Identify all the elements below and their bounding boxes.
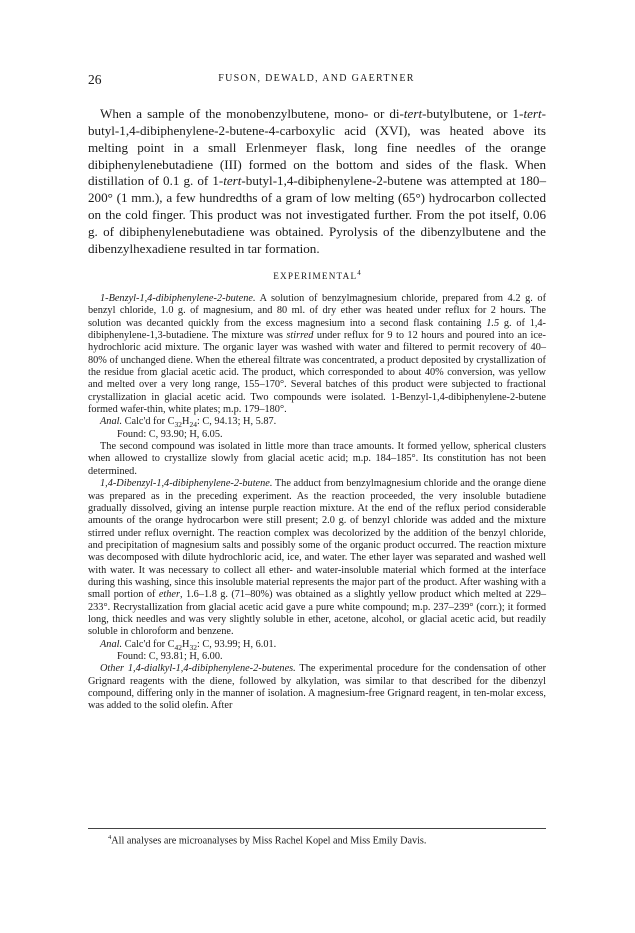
page-number: 26 — [88, 72, 102, 87]
experimental-body — [88, 293, 546, 713]
footnote-reference: 4 — [357, 269, 361, 277]
lead-paragraph — [88, 106, 546, 258]
analysis-found-1: Found: C, 93.90; H, 6.05. — [117, 428, 223, 440]
running-head: FUSON, DEWALD, AND GAERTNER — [218, 73, 415, 84]
paragraph-dibenzyl-butene: 1,4-Dibenzyl-1,4-dibiphenylene-2-butene. The adduct from benzylmagnesium chloride and the orange diene was prepared as in the preceding experiment. As the reaction proceeded, the very insoluble butadiene gradually dissolved, giving an intense purple reaction mixture. At the end of the reflux period considerable amounts of the orange hydrocarbon were still present; 2.0 g. of benzyl chloride was added and the mixture stirred under reflux overnight. The reaction complex was decolorized by the addition of the benzyl chloride, and precipitation of magnesium salts and possibly some of the organic product occurred. The reaction mixture was decomposed with dilute hydrochloric acid, ice, and water. The ether layer was separated and washed well with water. It was necessary to collect all ether- and water-insoluble material which formed at the interface during this washing, since this insoluble material represents the major part of the product. After washing with a small portion of ether, 1.6–1.8 g. (71–80%) was obtained as a slightly yellow product which melted at 229–233°. Recrystallization from glacial acetic acid gave a pure white compound; m.p. 237–239° (corr.); it formed long, thick needles and was very slightly soluble in ether, acetone, alcohol, or glacial acetic acid, but readily soluble in chloroform and benzene. — [88, 478, 547, 638]
footnote-divider — [88, 828, 546, 829]
analysis-calcd-2: Anal. Calc'd for $C_{42}H_{32}$: C, 93.99; H, 6.01. — [100, 638, 277, 652]
compound-title: Other 1,4-dialkyl-1,4-dibiphenylene-2-butenes. — [100, 663, 296, 675]
lead-paragraph-text: When a sample of the monobenzylbutene, mono- or di-tert-butylbutene, or 1-tert-butyl-1,4-dibiphenylene-2-butene-4-carboxylic acid (XVI), was heated above its melting point in a small Erlenmeyer flask, long fine needles of the orange dibiphenylenebutadiene (III) formed on the bottom and sides of the flask. When distillation of 0.1 g. of 1-tert-butyl-1,4-dibiphenylene-2-butene was attempted at 180–200° (1 mm.), a few hundredths of a gram of low melting (65°) hydrocarbon collected on the cold finger. This product was not investigated further. From the pot itself, 0.06 g. of dibiphenylenebutadiene was obtained. Pyrolysis of the dibenzylbutene and the dibenzylhexadiene resulted in tar formation. — [88, 106, 546, 256]
footnote — [88, 834, 546, 846]
page-header — [88, 72, 545, 90]
section-heading: EXPERIMENTAL$^4$ — [273, 269, 361, 282]
paragraph-second-compound: The second compound was isolated in little more than trace amounts. It formed yellow, spherical clusters when allowed to crystallize slowly from glacial acetic acid; m.p. 184–185°. Its constitution has not been determined. — [88, 441, 546, 477]
analysis-found-2: Found: C, 93.81; H, 6.00. — [117, 650, 223, 662]
paragraph-dialkyl-butenes: Other 1,4-dialkyl-1,4-dibiphenylene-2-butenes. The experimental procedure for the condensation of other Grignard reagents with the diene, followed by alkylation, was similar to that described for the dibenzyl compound, differing only in the manner of isolation. A magnesium-free Grignard reagent, in ten-molar excess, was added to the solid olefin. After — [88, 663, 547, 712]
paragraph-benzyl-butene: 1-Benzyl-1,4-dibiphenylene-2-butene. A solution of benzylmagnesium chloride, prepared from 4.2 g. of benzyl chloride, 1.0 g. of magnesium, and 80 ml. of dry ether was heated under reflux for 2 hours. The solution was decanted quickly from the excess magnesium into a second flask containing 1.5 g. of 1,4-dibiphenylene-1,3-butadiene. The mixture was stirred under reflux for 9 to 12 hours and poured into an ice-hydrochloric acid mixture. The organic layer was washed with water and filtered to permit recovery of 40–80% of unchanged diene. When the ethereal filtrate was concentrated, a product deposited by crystallization of the residue from glacial acetic acid. The product, which corresponded to about 40% conversion, was yellow and melted over a very long range, 155–170°. Several batches of this product were subjected to fractional crystallization in glacial acetic acid. Two compounds were isolated. 1-Benzyl-1,4-dibiphenylene-2-butene formed wafer-thin, white plates; m.p. 179–180°. — [88, 293, 546, 416]
compound-title: 1-Benzyl-1,4-dibiphenylene-2-butene. — [100, 293, 256, 304]
footnote-mark: 4 — [108, 834, 112, 841]
compound-title: 1,4-Dibenzyl-1,4-dibiphenylene-2-butene. — [100, 478, 273, 490]
footnote-text: All analyses are microanalyses by Miss Rachel Kopel and Miss Emily Davis. — [111, 835, 427, 847]
analysis-calcd-1: Anal. Calc'd for $C_{32}H_{24}$: C, 94.13; H, 5.87. — [100, 416, 277, 430]
